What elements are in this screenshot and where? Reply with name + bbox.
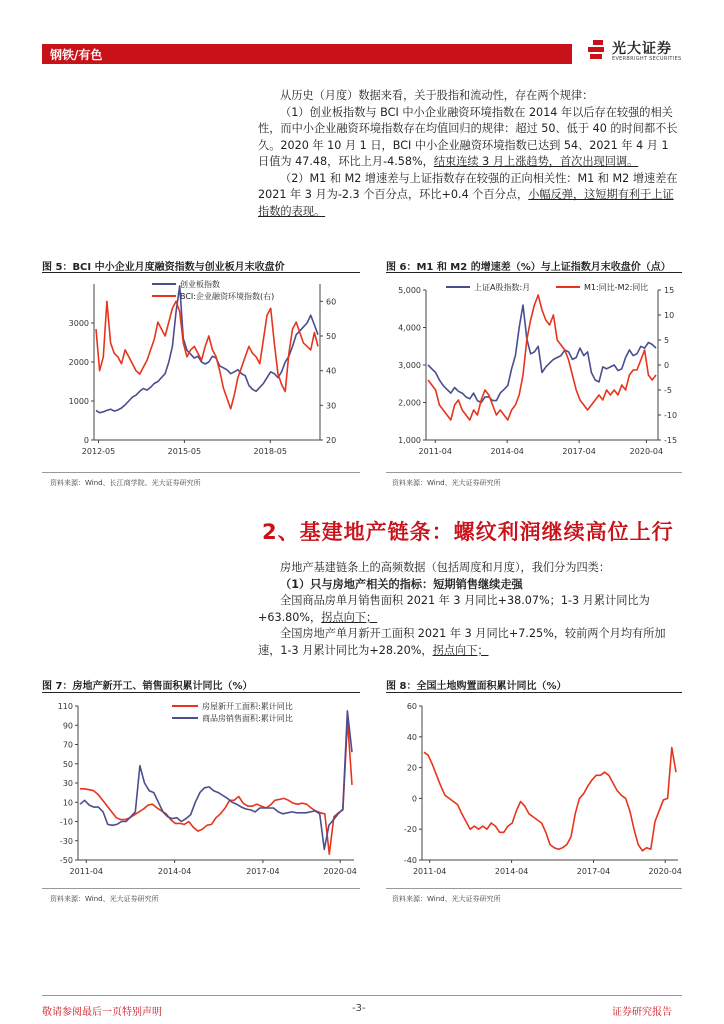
- footer-disclaimer: 敬请参阅最后一页特别声明: [42, 1007, 162, 1018]
- series-line-1: [428, 305, 656, 403]
- series-line-2: [96, 301, 318, 409]
- legend-label: 商品房销售面积:累计同比: [202, 714, 293, 723]
- y-tick-label: 60: [406, 702, 417, 711]
- x-tick-label: 2012-05: [81, 447, 116, 456]
- logo-mark-icon: [588, 40, 608, 62]
- fig6-chart: [386, 276, 686, 462]
- legend-label: 创业板指数: [180, 280, 220, 289]
- section2-line1-highlight: 拐点向下；: [321, 610, 378, 624]
- x-tick-label: 2015-05: [167, 447, 202, 456]
- section2-line2-highlight: 拐点向下；: [432, 643, 489, 657]
- y-tick-label: 1000: [68, 397, 89, 406]
- x-tick-label: 2020-04: [629, 447, 664, 456]
- legend-label: 上证A股指数:月: [474, 283, 531, 292]
- intro-point2: [258, 171, 680, 221]
- y-tick-label: 110: [57, 702, 73, 711]
- fig7-chart: [42, 696, 362, 882]
- y-tick-label: 0: [83, 436, 89, 445]
- intro-point1-highlight: 结束连续 3 月上涨趋势，首次出现回调。: [433, 155, 639, 168]
- y2-tick-label: 40: [326, 366, 337, 376]
- y-tick-label: -20: [403, 825, 417, 835]
- header-category: 钢铁/有色: [50, 48, 103, 62]
- section2-block: [258, 560, 680, 659]
- y-tick-label: 2000: [68, 358, 89, 367]
- y2-tick-label: 20: [326, 436, 337, 445]
- legend-label: 房屋新开工面积:累计同比: [202, 702, 293, 711]
- intro-block: [258, 88, 680, 220]
- intro-point2-highlight: 小幅反弹，这短期有利于上证指数的表现。: [258, 188, 674, 218]
- fig8-title: 图 8：全国土地购置面积累计同比（%）: [386, 681, 567, 692]
- series-line-2: [80, 711, 352, 850]
- series-line-1: [80, 720, 352, 854]
- y-tick-label: -10: [59, 817, 73, 827]
- section2-line1-text: 全国商品房单月销售面积 2021 年 3 月同比+38.07%；1-3 月累计同比为+63.80%，: [258, 594, 650, 624]
- legend-label: M1:同比-M2:同比: [584, 283, 649, 292]
- section2-lead: 房地产基建链条上的高频数据（包括周度和月度），我们分为四类：: [280, 561, 611, 574]
- y2-tick-label: 15: [664, 286, 675, 295]
- y-tick-label: -40: [403, 856, 417, 865]
- x-tick-label: 2011-04: [418, 447, 452, 456]
- y-tick-label: 10: [62, 798, 73, 808]
- y-tick-label: -50: [59, 856, 73, 865]
- fig5-rule-bottom: [42, 472, 360, 473]
- fig5-chart: [42, 276, 362, 462]
- series-line-1: [96, 286, 318, 413]
- y-tick-label: 40: [406, 732, 417, 742]
- y-tick-label: 20: [406, 763, 417, 773]
- y2-tick-label: -15: [664, 436, 678, 445]
- x-tick-label: 2017-04: [562, 447, 596, 456]
- y-tick-label: 1,000: [398, 436, 421, 445]
- fig5-source: 资料来源：Wind、长江商学院、光大证券研究所: [50, 479, 201, 487]
- fig6-source: 资料来源：Wind、光大证券研究所: [392, 479, 501, 487]
- section2-line1: [258, 593, 680, 626]
- y-tick-label: 70: [62, 740, 73, 750]
- fig8-source: 资料来源：Wind、光大证券研究所: [392, 895, 501, 903]
- y2-tick-label: 10: [664, 311, 675, 320]
- section-title: 2、基建地产链条：螺纹利润继续高位上行: [262, 520, 674, 544]
- x-tick-label: 2014-04: [494, 867, 529, 876]
- x-tick-label: 2020-04: [648, 867, 682, 876]
- y2-tick-label: 30: [326, 401, 337, 411]
- y-tick-label: 5,000: [398, 286, 421, 295]
- fig8-chart: [386, 696, 686, 882]
- fig6-rule-top: [386, 272, 682, 273]
- x-tick-label: 2017-04: [576, 867, 611, 876]
- intro-point1-text: （1）创业板指数与 BCI 中小企业融资环境指数在 2014 年以后存在较强的相关性，而中小企业融资环境指数存在均值回归的规律：超过 50、低于 40 的时间都不长久。2020 年 10 月 1 日，BCI 中小企业融资环境指数已达到 54、2021 年 4 月 1 日值为 47.48，环比上月-4.58%，: [258, 105, 678, 168]
- intro-point2-text: （2）M1 和 M2 增速差与上证指数存在较强的正向相关性：M1 和 M2 增速差在 2021 年 3 月为-2.3 个百分点，环比+0.4 个百分点，: [258, 171, 678, 201]
- fig8-rule-top: [386, 692, 682, 693]
- brand-logo: [588, 38, 708, 68]
- logo-subtext: EVERBRIGHT SECURITIES: [612, 56, 682, 62]
- x-tick-label: 2017-04: [246, 867, 280, 876]
- fig6-title: 图 6：M1 和 M2 的增速差（%）与上证指数月末收盘价（点）: [386, 262, 671, 273]
- y-tick-label: 90: [62, 721, 73, 731]
- y-tick-label: 0: [411, 794, 417, 804]
- footer-page-number: -3-: [352, 1003, 366, 1014]
- x-tick-label: 2018-05: [253, 447, 287, 456]
- x-tick-label: 2014-04: [157, 867, 192, 876]
- fig7-rule-bottom: [42, 888, 360, 889]
- x-tick-label: 2014-04: [490, 447, 524, 456]
- fig7-title: 图 7：房地产新开工、销售面积累计同比（%）: [42, 681, 253, 692]
- y2-tick-label: -5: [664, 386, 672, 395]
- y2-tick-label: 60: [326, 297, 337, 307]
- fig7-source: 资料来源：Wind、光大证券研究所: [50, 895, 159, 903]
- x-tick-label: 2020-04: [323, 867, 357, 876]
- fig7-rule-top: [42, 692, 360, 693]
- intro-lead: 从历史（月度）数据来看，关于股指和流动性，存在两个规律：: [280, 89, 594, 102]
- header-bar: [42, 44, 572, 64]
- footer-report-label: 证券研究报告: [612, 1007, 672, 1018]
- legend-label: BCI:企业融资环境指数(右): [180, 292, 275, 301]
- y2-tick-label: 0: [664, 361, 670, 370]
- y2-tick-label: 50: [326, 332, 337, 341]
- series-line-1: [424, 748, 676, 851]
- section2-subheading: （1）只与房地产相关的指标：短期销售继续走强: [280, 577, 523, 591]
- y2-tick-label: 5: [664, 336, 670, 345]
- y2-tick-label: -10: [664, 411, 678, 420]
- fig6-rule-bottom: [386, 472, 682, 473]
- fig5-title: 图 5：BCI 中小企业月度融资指数与创业板月末收盘价: [42, 262, 285, 273]
- x-tick-label: 2011-04: [69, 867, 103, 876]
- section2-line2-text: 全国房地产单月新开工面积 2021 年 3 月同比+7.25%，较前两个月均有所加速，1-3 月累计同比为+28.20%，: [258, 627, 666, 657]
- section2-line2: [258, 626, 680, 659]
- y-tick-label: 30: [62, 779, 73, 788]
- y-tick-label: 2,000: [398, 398, 421, 408]
- y-tick-label: 50: [62, 759, 73, 769]
- y-tick-label: 3000: [68, 319, 89, 328]
- fig5-rule-top: [42, 272, 360, 273]
- y-tick-label: 4,000: [398, 323, 421, 333]
- series-line-2: [428, 295, 656, 420]
- footer-rule: [42, 995, 682, 996]
- y-tick-label: -30: [59, 836, 73, 846]
- intro-point1: [258, 105, 680, 171]
- x-tick-label: 2011-04: [412, 867, 447, 876]
- fig8-rule-bottom: [386, 888, 682, 889]
- logo-text: 光大证券: [612, 41, 672, 57]
- y-tick-label: 3,000: [398, 361, 421, 370]
